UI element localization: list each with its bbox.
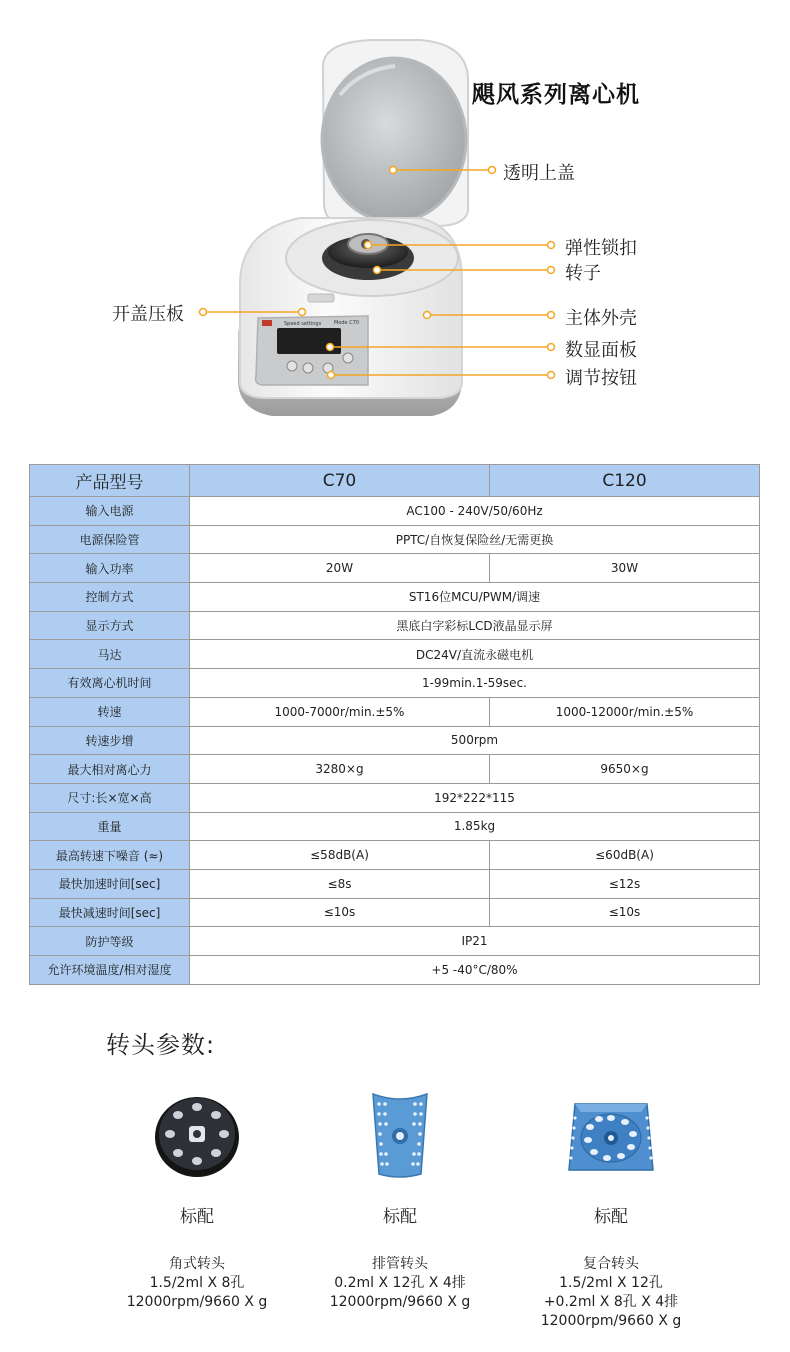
rotor-description — [280, 1255, 520, 1312]
table-row — [30, 583, 760, 612]
callout-rotor: 转子 — [565, 263, 601, 284]
rotor-spec: 1.5/2ml X 8孔 — [149, 1275, 245, 1291]
table-row — [30, 956, 760, 985]
table-row — [30, 869, 760, 898]
rotor-spec: 12000rpm/9660 X g — [329, 1294, 471, 1310]
callout-press-plate: 开盖压板 — [112, 304, 184, 325]
table-row — [30, 755, 760, 784]
row-value-shared: AC100 - 240V/50/60Hz — [190, 497, 760, 526]
table-row — [30, 611, 760, 640]
strip-rotor-icon — [355, 1090, 445, 1180]
rotor-name: 复合转头 — [583, 1256, 639, 1272]
row-label: 有效离心机时间 — [30, 669, 190, 698]
row-value-shared: PPTC/自恢复保险丝/无需更换 — [190, 525, 760, 554]
panel-text-right: Mode C70 — [334, 320, 360, 326]
table-row — [30, 640, 760, 669]
rotor-spec: 12000rpm/9660 X g — [126, 1294, 268, 1310]
rotor-spec: +0.2ml X 8孔 X 4排 — [543, 1294, 679, 1310]
row-label: 电源保险管 — [30, 525, 190, 554]
product-title: 飓风系列离心机 — [472, 82, 640, 108]
row-value-c70: 20W — [190, 554, 490, 583]
row-label: 最快减速时间[sec] — [30, 898, 190, 927]
row-value-shared: 192*222*115 — [190, 783, 760, 812]
table-row — [30, 812, 760, 841]
row-label: 尺寸:长×宽×高 — [30, 783, 190, 812]
row-value-shared: 1.85kg — [190, 812, 760, 841]
product-hero — [0, 0, 790, 440]
rotor-standard-label: 标配 — [180, 1207, 214, 1227]
row-value-c120: 9650×g — [490, 755, 760, 784]
table-row — [30, 554, 760, 583]
row-value-c120: 30W — [490, 554, 760, 583]
header-model-c120: C120 — [490, 465, 760, 497]
callout-lock: 弹性锁扣 — [565, 238, 637, 259]
spec-table — [29, 464, 760, 985]
row-value-shared: 黑底白字彩标LCD液晶显示屏 — [190, 611, 760, 640]
row-value-shared: +5 -40°C/80% — [190, 956, 760, 985]
callout-display: 数显面板 — [565, 340, 637, 361]
row-value-c70: 1000-7000r/min.±5% — [190, 697, 490, 726]
rotor-standard-label: 标配 — [383, 1207, 417, 1227]
row-value-c70: ≤10s — [190, 898, 490, 927]
rotors-section-title: 转头参数: — [106, 1031, 216, 1059]
row-value-shared: DC24V/直流永磁电机 — [190, 640, 760, 669]
table-row — [30, 726, 760, 755]
rotor-spec: 0.2ml X 12孔 X 4排 — [334, 1275, 466, 1291]
transparent-lid — [322, 40, 468, 226]
rotor-name: 排管转头 — [372, 1256, 428, 1272]
table-row — [30, 497, 760, 526]
row-value-c120: 1000-12000r/min.±5% — [490, 697, 760, 726]
header-label: 产品型号 — [30, 465, 190, 497]
row-value-c70: ≤58dB(A) — [190, 841, 490, 870]
table-row — [30, 841, 760, 870]
table-row — [30, 927, 760, 956]
header-model-c70: C70 — [190, 465, 490, 497]
row-value-shared: ST16位MCU/PWM/调速 — [190, 583, 760, 612]
rotor-card-combo — [491, 1090, 731, 1331]
centrifuge-illustration — [0, 0, 790, 440]
rotor-name: 角式转头 — [169, 1256, 225, 1272]
row-value-c70: 3280×g — [190, 755, 490, 784]
row-value-c120: ≤10s — [490, 898, 760, 927]
row-label: 显示方式 — [30, 611, 190, 640]
row-label: 防护等级 — [30, 927, 190, 956]
callout-lid: 透明上盖 — [503, 163, 575, 184]
row-label: 输入电源 — [30, 497, 190, 526]
table-row — [30, 898, 760, 927]
angle-rotor-icon — [152, 1090, 242, 1180]
table-header-row — [30, 465, 760, 497]
row-label: 控制方式 — [30, 583, 190, 612]
row-label: 马达 — [30, 640, 190, 669]
row-label: 转速步增 — [30, 726, 190, 755]
table-row — [30, 525, 760, 554]
row-value-shared: IP21 — [190, 927, 760, 956]
row-label: 最大相对离心力 — [30, 755, 190, 784]
row-value-shared: 500rpm — [190, 726, 760, 755]
table-row — [30, 669, 760, 698]
rotor-standard-label: 标配 — [594, 1207, 628, 1227]
combo-rotor-icon — [561, 1090, 661, 1180]
row-label: 最快加速时间[sec] — [30, 869, 190, 898]
panel-text-left: Speed settings — [284, 321, 322, 327]
row-label: 重量 — [30, 812, 190, 841]
rotor-spec: 12000rpm/9660 X g — [540, 1313, 682, 1329]
rotor-description — [491, 1255, 731, 1331]
row-value-c120: ≤12s — [490, 869, 760, 898]
rotor-spec: 1.5/2ml X 12孔 — [559, 1275, 663, 1291]
row-value-c120: ≤60dB(A) — [490, 841, 760, 870]
table-row — [30, 697, 760, 726]
row-value-shared: 1-99min.1-59sec. — [190, 669, 760, 698]
spec-table-body — [30, 497, 760, 985]
row-label: 允许环境温度/相对湿度 — [30, 956, 190, 985]
callout-buttons: 调节按钮 — [565, 368, 637, 389]
row-label: 最高转速下噪音 (≈) — [30, 841, 190, 870]
callout-shell: 主体外壳 — [565, 308, 637, 329]
rotor-card-strip — [280, 1090, 520, 1312]
table-row — [30, 783, 760, 812]
row-label: 输入功率 — [30, 554, 190, 583]
row-value-c70: ≤8s — [190, 869, 490, 898]
row-label: 转速 — [30, 697, 190, 726]
